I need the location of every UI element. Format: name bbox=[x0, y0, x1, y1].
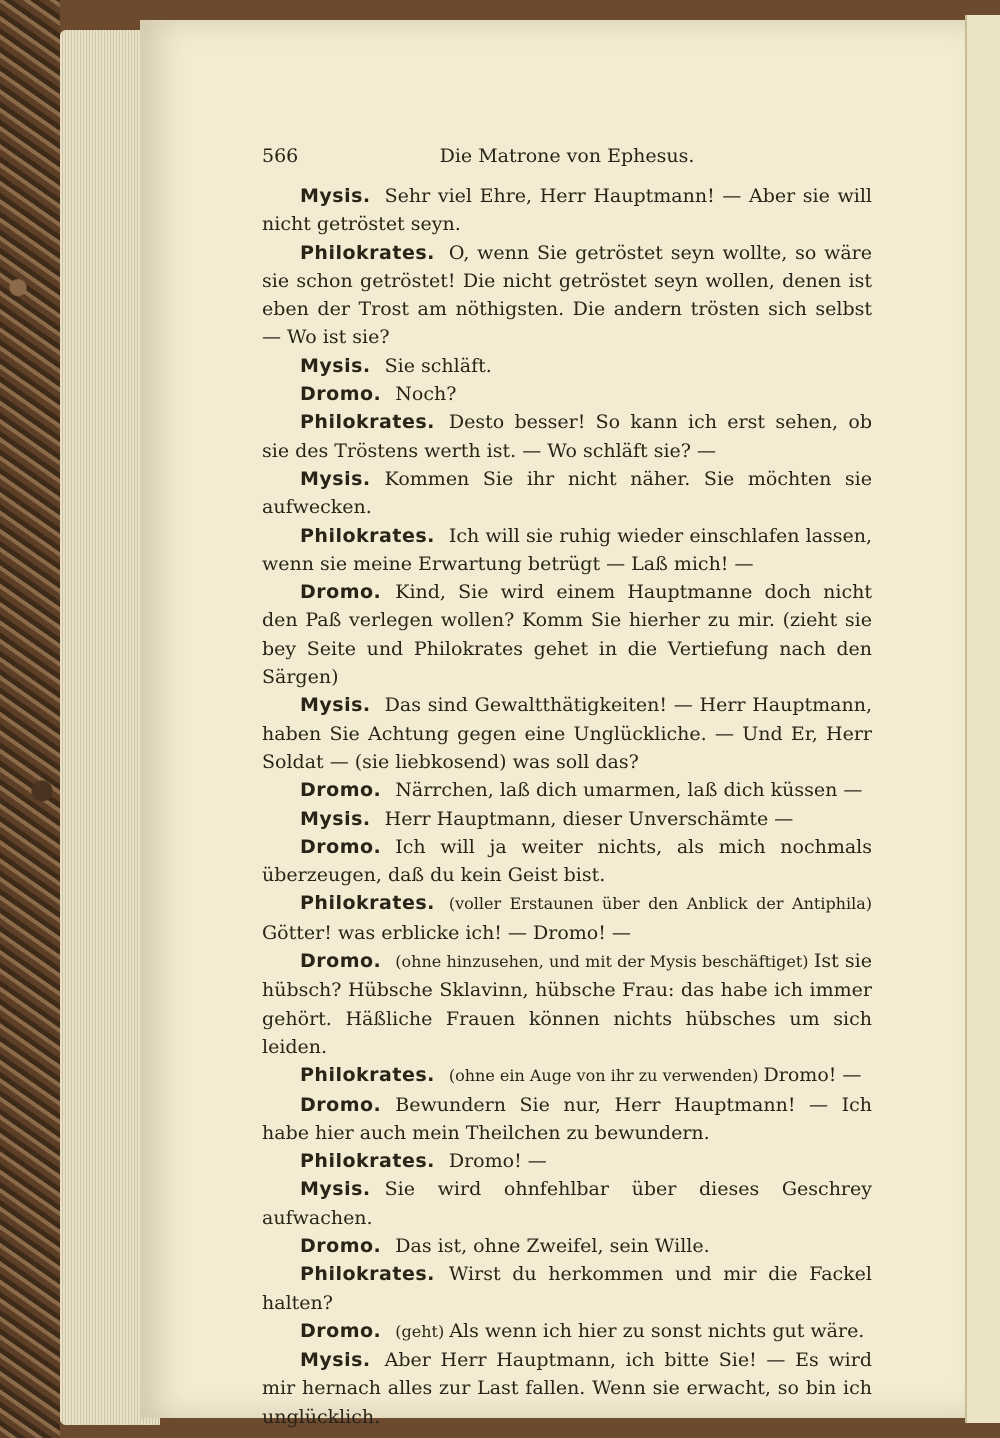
speech-paragraph bbox=[262, 1232, 872, 1260]
speaker-name: Dromo. bbox=[300, 779, 382, 802]
speech-paragraph bbox=[262, 1317, 872, 1346]
speaker-name: Philokrates. bbox=[300, 892, 435, 915]
stage-direction: (geht) bbox=[395, 1321, 450, 1341]
speaker-name: Dromo. bbox=[300, 1093, 382, 1116]
speaker-name: Dromo. bbox=[300, 1234, 382, 1257]
speech-text: Kind, Sie wird einem Hauptmanne doch nicht den Paß verlegen wollen? Komm Sie hierher zu mir. (zieht sie bey Seite und Philokrates gehet in die Vertiefung nach den Särgen) bbox=[262, 581, 872, 689]
speech-paragraph bbox=[262, 947, 872, 1061]
speech-paragraph bbox=[262, 1061, 872, 1090]
speaker-name: Dromo. bbox=[300, 950, 382, 973]
stage-direction: (ohne hinzusehen, und mit der Mysis beschäftiget) bbox=[395, 952, 814, 972]
speech-text: Sie wird ohnfehlbar über dieses Geschrey aufwachen. bbox=[262, 1178, 872, 1229]
speech-text: Bewundern Sie nur, Herr Hauptmann! — Ich habe hier auch mein Theilchen zu bewundern. bbox=[262, 1093, 872, 1144]
speaker-name: Philokrates. bbox=[300, 241, 435, 264]
speech-text: Sehr viel Ehre, Herr Hauptmann! — Aber sie will nicht getröstet seyn. bbox=[262, 185, 872, 236]
speech-text: Dromo! — bbox=[448, 1150, 547, 1173]
page-number: 566 bbox=[262, 145, 299, 167]
speech-paragraph bbox=[262, 1346, 872, 1431]
speech-text: Das ist, ohne Zweifel, sein Wille. bbox=[395, 1234, 710, 1257]
speaker-name: Mysis. bbox=[300, 694, 371, 717]
speaker-name: Dromo. bbox=[300, 835, 382, 858]
speech-paragraph bbox=[262, 889, 872, 947]
speaker-name: Dromo. bbox=[300, 383, 382, 406]
facing-page-edge bbox=[965, 15, 1000, 1423]
speech-paragraph bbox=[262, 352, 872, 380]
speech-text: O, wenn Sie getröstet seyn wollte, so wäre sie schon getröstet! Die nicht getröstet seyn wollen, denen ist eben der Trost am nöthigsten. Die andern trösten sich selbst — Wo ist sie? bbox=[262, 241, 872, 349]
speech-text: Dromo! — bbox=[763, 1064, 862, 1087]
dialogue-text bbox=[262, 182, 872, 1431]
speaker-name: Mysis. bbox=[300, 354, 371, 377]
speech-text: Götter! was erblicke ich! — Dromo! — bbox=[262, 921, 631, 944]
running-title: Die Matrone von Ephesus. bbox=[439, 145, 695, 167]
speech-paragraph bbox=[262, 1175, 872, 1232]
speaker-name: Mysis. bbox=[300, 1349, 371, 1372]
speech-paragraph bbox=[262, 578, 872, 691]
speaker-name: Philokrates. bbox=[300, 1263, 435, 1286]
speech-text: Sie schläft. bbox=[384, 354, 492, 377]
speech-paragraph bbox=[262, 833, 872, 890]
speech-text: Wirst du herkommen und mir die Fackel halten? bbox=[262, 1263, 872, 1314]
speaker-name: Dromo. bbox=[300, 1319, 382, 1342]
speech-paragraph bbox=[262, 1147, 872, 1175]
speaker-name: Philokrates. bbox=[300, 411, 435, 434]
speaker-name: Mysis. bbox=[300, 185, 371, 207]
speech-text: Kommen Sie ihr nicht näher. Sie möchten sie aufwecken. bbox=[262, 467, 872, 519]
speaker-name: Mysis. bbox=[300, 467, 371, 490]
speech-text: Ich will sie ruhig wieder einschlafen lassen, wenn sie meine Erwartung betrügt — Laß mich! — bbox=[262, 524, 872, 575]
speaker-name: Philokrates. bbox=[300, 524, 435, 547]
speaker-name: Philokrates. bbox=[300, 1150, 435, 1173]
speaker-name: Philokrates. bbox=[300, 1064, 435, 1087]
speaker-name: Mysis. bbox=[300, 1178, 371, 1201]
speech-paragraph bbox=[262, 239, 872, 352]
speech-text: Aber Herr Hauptmann, ich bitte Sie! — Es wird mir hernach alles zur Last fallen. Wenn sie erwacht, so bin ich unglücklich. bbox=[262, 1349, 872, 1428]
page-header bbox=[262, 145, 872, 175]
speech-text: Ich will ja weiter nichts, als mich nochmals überzeugen, daß du kein Geist bist. bbox=[262, 835, 872, 887]
speech-text: Noch? bbox=[395, 383, 457, 406]
speech-paragraph bbox=[262, 776, 872, 804]
speech-paragraph bbox=[262, 805, 872, 833]
speech-paragraph bbox=[262, 691, 872, 776]
speech-text: Herr Hauptmann, dieser Unverschämte — bbox=[384, 807, 794, 830]
speech-paragraph bbox=[262, 380, 872, 408]
speech-paragraph bbox=[262, 1260, 872, 1317]
speaker-name: Mysis. bbox=[300, 807, 371, 830]
speech-text: Das sind Gewaltthätigkeiten! — Herr Hauptmann, haben Sie Achtung gegen eine Unglückliche. — Und Er, Herr Soldat — (sie liebkosend) was soll das? bbox=[262, 694, 872, 773]
marbled-book-cover bbox=[0, 0, 60, 1438]
speech-paragraph bbox=[262, 1091, 872, 1148]
speech-text: Ist sie hübsch? Hübsche Sklavinn, hübsche Frau: das habe ich immer gehört. Häßliche Frauen können nichts hübsches um sich leiden. bbox=[262, 950, 872, 1058]
speech-text: Als wenn ich hier zu sonst nichts gut wäre. bbox=[449, 1319, 865, 1342]
speech-paragraph bbox=[262, 465, 872, 522]
speech-paragraph bbox=[262, 408, 872, 465]
speech-paragraph bbox=[262, 522, 872, 579]
speech-text: Desto besser! So kann ich erst sehen, ob sie des Tröstens werth ist. — Wo schläft sie? — bbox=[262, 411, 872, 462]
speech-paragraph bbox=[262, 182, 872, 239]
stage-direction: (ohne ein Auge von ihr zu verwenden) bbox=[448, 1066, 764, 1086]
stage-direction: (voller Erstaunen über den Anblick der Antiphila) bbox=[448, 894, 872, 914]
speech-text: Närrchen, laß dich umarmen, laß dich küssen — bbox=[395, 779, 863, 802]
speaker-name: Dromo. bbox=[300, 581, 382, 604]
